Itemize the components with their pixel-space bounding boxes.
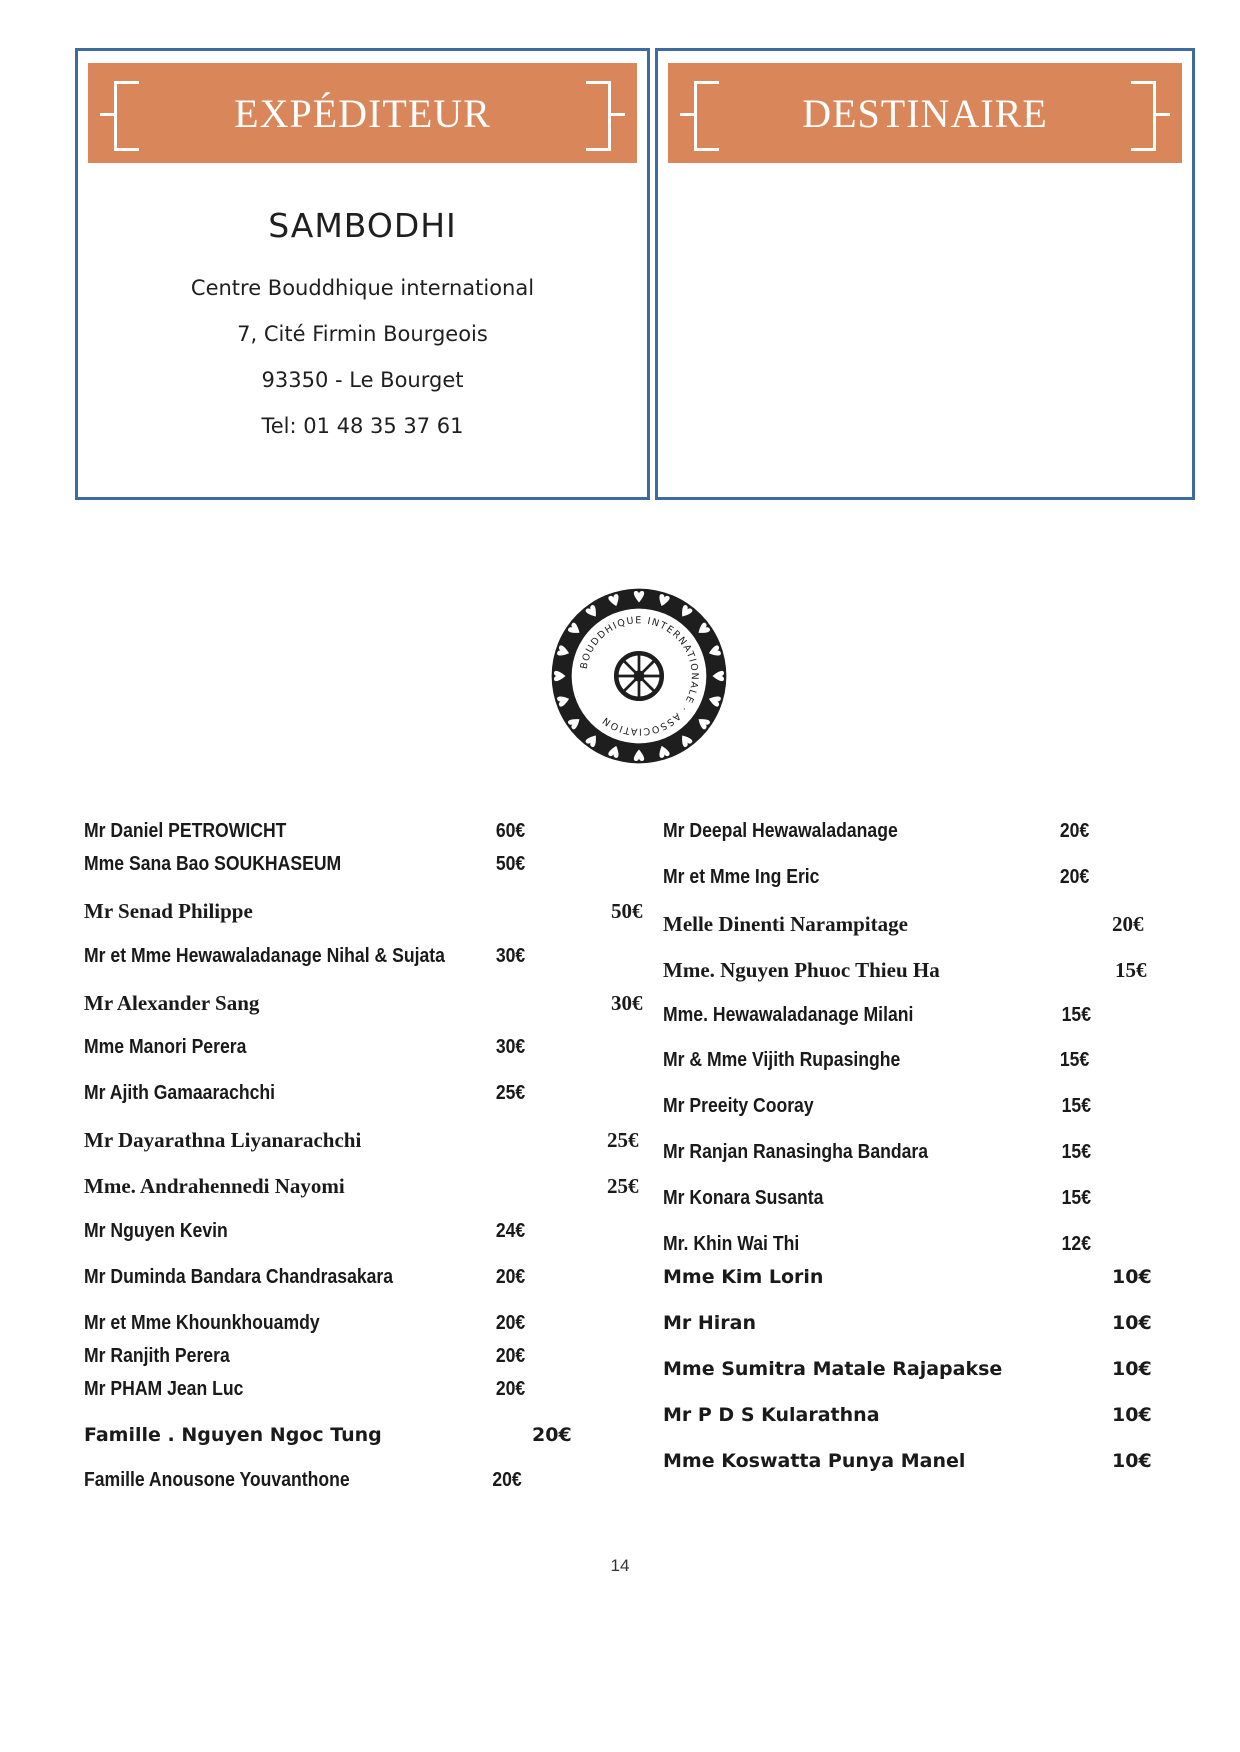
page-number: 14 <box>610 1556 630 1575</box>
donor-name: Melle Dinenti Narampitage <box>663 912 908 936</box>
donor-row <box>663 1004 1092 1034</box>
donor-row <box>663 1187 1092 1217</box>
donor-row <box>663 1312 1152 1342</box>
donor-amount: 20€ <box>495 1266 526 1288</box>
donor-amount: 25€ <box>495 1082 526 1104</box>
donor-amount: 24€ <box>495 1220 526 1242</box>
donor-amount: 12€ <box>1061 1233 1092 1255</box>
donor-row <box>84 1378 524 1408</box>
sender-header-banner <box>88 63 637 163</box>
donor-amount: 10€ <box>1112 1404 1152 1426</box>
donor-amount: 20€ <box>1059 820 1090 842</box>
donor-amount: 15€ <box>1115 958 1147 982</box>
donor-amount: 20€ <box>532 1424 572 1446</box>
donor-row <box>663 1141 1092 1171</box>
donor-row <box>663 912 1143 942</box>
donor-row <box>663 1266 1152 1296</box>
donor-name: Mr Daniel PETROWICHT <box>84 820 287 842</box>
donor-name: Mr Ranjan Ranasingha Bandara <box>663 1141 929 1163</box>
donor-amount: 15€ <box>1061 1141 1092 1163</box>
donor-name: Mr et Mme Khounkhouamdy <box>84 1312 320 1334</box>
donor-row <box>663 1233 1092 1263</box>
donor-amount: 15€ <box>1061 1095 1092 1117</box>
sender-address <box>78 206 647 449</box>
donor-row <box>84 1345 524 1375</box>
donor-row <box>84 820 524 850</box>
donor-amount: 10€ <box>1112 1450 1152 1472</box>
sender-line: Tel: 01 48 35 37 61 <box>261 414 464 438</box>
donor-row <box>84 1128 639 1158</box>
donor-amount: 15€ <box>1061 1004 1092 1026</box>
donor-amount: 25€ <box>607 1174 639 1198</box>
donor-row <box>84 899 643 929</box>
donor-amount: 15€ <box>1061 1187 1092 1209</box>
donor-row <box>663 1450 1152 1480</box>
donor-name: Mme Sana Bao SOUKHASEUM <box>84 853 342 875</box>
donor-amount: 30€ <box>611 991 643 1015</box>
sender-line: 7, Cité Firmin Bourgeois <box>237 322 488 346</box>
donor-name: Mr PHAM Jean Luc <box>84 1378 244 1400</box>
recipient-box <box>655 48 1195 500</box>
donor-amount: 25€ <box>607 1128 639 1152</box>
donor-name: Mr et Mme Hewawaladanage Nihal & Sujata <box>84 945 445 967</box>
donor-name: Mme Koswatta Punya Manel <box>663 1450 966 1472</box>
donor-row <box>84 991 643 1021</box>
donor-name: Mme Kim Lorin <box>663 1266 824 1288</box>
bracket-open-icon <box>114 81 139 151</box>
donor-name: Famille Anousone Youvanthone <box>84 1469 350 1491</box>
donor-name: Mr Ajith Gamaarachchi <box>84 1082 276 1104</box>
donor-name: Mr et Mme Ing Eric <box>663 866 820 888</box>
donor-name: Mr Duminda Bandara Chandrasakara <box>84 1266 394 1288</box>
donor-amount: 30€ <box>495 1036 526 1058</box>
donor-amount: 10€ <box>1112 1312 1152 1334</box>
logo-circular-text: BOUDDHIQUE INTERNATIONALE · ASSOCIATION <box>578 615 700 737</box>
donor-name: Mr Ranjith Perera <box>84 1345 230 1367</box>
sender-box <box>75 48 650 500</box>
donor-amount: 20€ <box>495 1378 526 1400</box>
donor-row <box>663 1049 1090 1079</box>
sender-line: 93350 - Le Bourget <box>261 368 464 392</box>
sender-line: Centre Bouddhique international <box>190 276 535 300</box>
recipient-header: DESTINAIRE <box>802 90 1048 136</box>
donor-name: Mr. Khin Wai Thi <box>663 1233 800 1255</box>
donor-name: Mme. Hewawaladanage Milani <box>663 1004 914 1026</box>
donor-amount: 60€ <box>495 820 526 842</box>
donor-name: Mme Sumitra Matale Rajapakse <box>663 1358 1003 1380</box>
donor-name: Mr Preeity Cooray <box>663 1095 814 1117</box>
donor-amount: 20€ <box>1059 866 1090 888</box>
donor-name: Mr Alexander Sang <box>84 991 260 1015</box>
donor-amount: 50€ <box>611 899 643 923</box>
recipient-header-banner <box>668 63 1182 163</box>
donor-name: Mr Senad Philippe <box>84 899 253 923</box>
donor-name: Mr Nguyen Kevin <box>84 1220 228 1242</box>
donor-name: Mr Konara Susanta <box>663 1187 824 1209</box>
donor-amount: 20€ <box>495 1312 526 1334</box>
donor-amount: 10€ <box>1112 1358 1152 1380</box>
donor-row <box>84 1036 524 1066</box>
donor-amount: 20€ <box>495 1345 526 1367</box>
donor-amount: 20€ <box>1112 912 1144 936</box>
association-logo <box>548 585 730 767</box>
donor-row <box>663 1095 1092 1125</box>
bracket-close-icon <box>586 81 611 151</box>
donor-amount: 30€ <box>495 945 526 967</box>
donor-amount: 20€ <box>492 1469 522 1491</box>
donor-name: Mr P D S Kularathna <box>663 1404 880 1426</box>
donor-amount: 15€ <box>1059 1049 1090 1071</box>
donor-row <box>663 958 1147 988</box>
bracket-open-icon <box>694 81 719 151</box>
donor-row <box>84 1424 584 1454</box>
donor-row <box>84 945 524 975</box>
dharma-wheel-icon <box>616 653 662 699</box>
donor-row <box>84 1174 639 1204</box>
donor-name: Mr & Mme Vijith Rupasinghe <box>663 1049 901 1071</box>
donor-row <box>663 1358 1152 1388</box>
sender-header: EXPÉDITEUR <box>234 90 491 136</box>
donor-row <box>663 866 1090 896</box>
donor-row <box>84 1220 524 1250</box>
donor-name: Mme Manori Perera <box>84 1036 247 1058</box>
donor-row <box>84 1266 524 1296</box>
donor-row <box>663 1404 1152 1434</box>
donor-row <box>84 1312 524 1342</box>
donor-name: Mme. Andrahennedi Nayomi <box>84 1174 345 1198</box>
donor-row <box>84 1082 524 1112</box>
donor-name: Famille . Nguyen Ngoc Tung <box>84 1424 382 1446</box>
donor-amount: 50€ <box>495 853 526 875</box>
donor-row <box>84 1469 524 1499</box>
sender-name: SAMBODHI <box>268 206 457 245</box>
bracket-close-icon <box>1131 81 1156 151</box>
donor-name: Mr Dayarathna Liyanarachchi <box>84 1128 362 1152</box>
donor-row <box>84 853 524 883</box>
donor-name: Mr Hiran <box>663 1312 757 1334</box>
donor-name: Mme. Nguyen Phuoc Thieu Ha <box>663 958 940 982</box>
donor-amount: 10€ <box>1112 1266 1152 1288</box>
donor-name: Mr Deepal Hewawaladanage <box>663 820 898 842</box>
donor-row <box>663 820 1090 850</box>
